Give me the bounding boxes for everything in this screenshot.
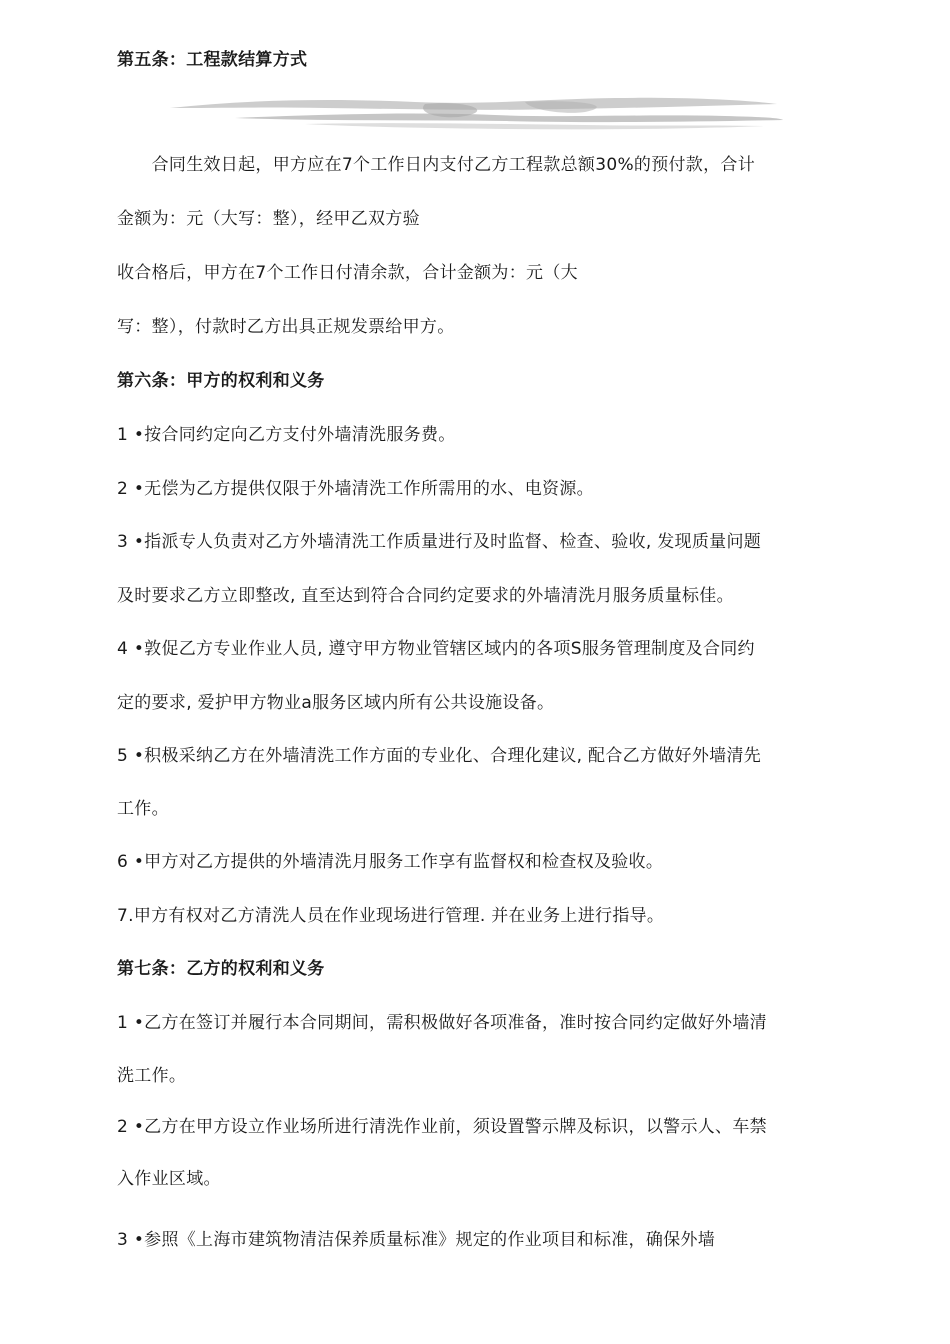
list-item: 3 •参照《上海市建筑物清洁保养质量标准》规定的作业项目和标准，确保外墙 bbox=[117, 1230, 716, 1250]
paragraph-line: 收合格后，甲方在7个工作日付清余款，合计金额为：元（大 bbox=[117, 263, 578, 283]
paragraph-line: 合同生效日起，甲方应在7个工作日内支付乙方工程款总额30%的预付款，合计 bbox=[117, 155, 755, 175]
list-item: 7.甲方有权对乙方清洗人员在作业现场进行管理. 并在业务上进行指导。 bbox=[117, 906, 665, 926]
section-5-heading: 第五条：工程款结算方式 bbox=[117, 50, 308, 70]
brush-stroke-divider bbox=[165, 94, 785, 134]
list-item: 6 •甲方对乙方提供的外墙清洗月服务工作享有监督权和检查权及验收。 bbox=[117, 852, 664, 872]
paragraph-line: 写：整），付款时乙方出具正规发票给甲方。 bbox=[117, 317, 455, 337]
section-6-heading: 第六条：甲方的权利和义务 bbox=[117, 371, 325, 391]
list-item-continuation: 工作。 bbox=[117, 799, 169, 819]
section-7-heading: 第七条：乙方的权利和义务 bbox=[117, 959, 325, 979]
list-item: 4 •敦促乙方专业作业人员, 遵守甲方物业管辖区域内的各项S服务管理制度及合同约 bbox=[117, 639, 755, 659]
list-item: 2 •乙方在甲方设立作业场所进行清洗作业前，须设置警示牌及标识，以警示人、车禁 bbox=[117, 1117, 767, 1137]
list-item: 2 •无偿为乙方提供仅限于外墙清洗工作所需用的水、电资源。 bbox=[117, 479, 594, 499]
list-item: 1 •乙方在签订并履行本合同期间，需积极做好各项准备，准时按合同约定做好外墙清 bbox=[117, 1013, 767, 1033]
list-item-continuation: 入作业区域。 bbox=[117, 1169, 221, 1189]
list-item: 3 •指派专人负责对乙方外墙清洗工作质量进行及时监督、检查、验收, 发现质量问题 bbox=[117, 532, 762, 552]
list-item: 1 •按合同约定向乙方支付外墙清洗服务费。 bbox=[117, 425, 456, 445]
list-item-continuation: 洗工作。 bbox=[117, 1066, 187, 1086]
paragraph-line: 金额为：元（大写：整），经甲乙双方验 bbox=[117, 209, 420, 229]
list-item-continuation: 定的要求, 爱护甲方物业a服务区域内所有公共设施设备。 bbox=[117, 693, 555, 713]
list-item: 5 •积极采纳乙方在外墙清洗工作方面的专业化、合理化建议, 配合乙方做好外墙清先 bbox=[117, 746, 762, 766]
list-item-continuation: 及时要求乙方立即整改, 直至达到符合合同约定要求的外墙清洗月服务质量标佳。 bbox=[117, 586, 734, 606]
